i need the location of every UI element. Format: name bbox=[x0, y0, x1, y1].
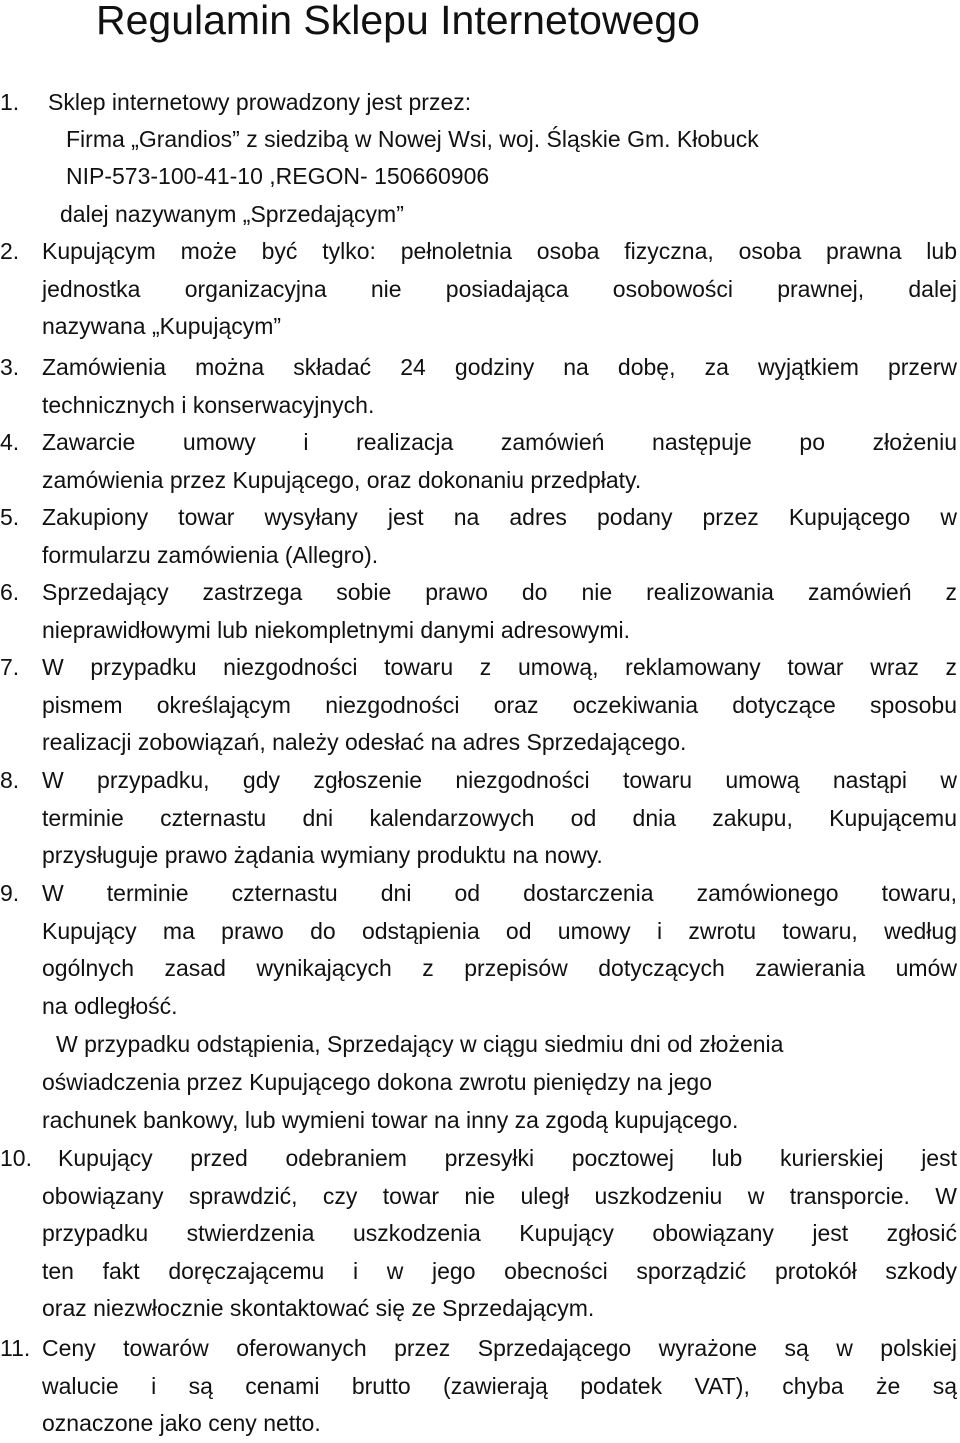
item-11-number: 11. bbox=[0, 1335, 31, 1361]
item-1-line-4: dalej nazywanym „Sprzedającym” bbox=[60, 201, 404, 227]
item-5-line: formularzu zamówienia (Allegro). bbox=[42, 541, 379, 568]
item-11-line: walucie i są cenami brutto (zawierają podatek VAT), chyba że są bbox=[42, 1372, 957, 1399]
item-7-line: realizacji zobowiązań, należy odesłać na adres Sprzedającego. bbox=[42, 729, 687, 755]
item-10-line: przypadku stwierdzenia uszkodzenia Kupujący obowiązany jest zgłosić bbox=[42, 1220, 957, 1246]
item-9-text bbox=[42, 875, 957, 1025]
item-7-line: W przypadku niezgodności towaru z umową, reklamowany towar wraz z bbox=[42, 654, 957, 680]
item-8-text bbox=[42, 762, 957, 875]
item-8-line: terminie czternastu dni kalendarzowych od dnia zakupu, Kupującemu bbox=[42, 804, 957, 831]
item-2-number: 2. bbox=[0, 238, 20, 264]
item-4-line: zamówienia przez Kupującego, oraz dokonaniu przedpłaty. bbox=[42, 466, 642, 493]
item-10-line: obowiązany sprawdzić, czy towar nie uległ uszkodzeniu w transporcie. W bbox=[42, 1182, 957, 1209]
item-6-text bbox=[42, 574, 957, 649]
item-9-line: na odległość. bbox=[42, 992, 178, 1019]
item-8-line: przysługuje prawo żądania wymiany produktu na nowy. bbox=[42, 842, 603, 868]
item-2-line: jednostka organizacyjna nie posiadająca osobowości prawnej, dalej bbox=[42, 275, 957, 302]
item-6-number: 6. bbox=[0, 579, 20, 605]
item-9-line: W terminie czternastu dni od dostarczenia zamówionego towaru, bbox=[42, 880, 957, 906]
item-9-number: 9. bbox=[0, 880, 20, 906]
item-7-number: 7. bbox=[0, 654, 20, 680]
item-10-line: ten fakt doręczającemu i w jego obecności sporządzić protokół szkody bbox=[42, 1257, 957, 1284]
item-11-line: oznaczone jako ceny netto. bbox=[42, 1410, 321, 1436]
item-3-number: 3. bbox=[0, 354, 20, 380]
item-10-line: Kupujący przed odebraniem przesyłki pocztowej lub kurierskiej jest bbox=[58, 1145, 957, 1171]
item-1-number: 1. bbox=[0, 89, 20, 115]
item-9-line: ogólnych zasad wynikających z przepisów dotyczących zawierania umów bbox=[42, 955, 957, 981]
document-title: Regulamin Sklepu Internetowego bbox=[96, 0, 700, 43]
item-2-line: Kupującym może być tylko: pełnoletnia osoba fizyczna, osoba prawna lub bbox=[42, 238, 957, 264]
item-3-line: technicznych i konserwacyjnych. bbox=[42, 391, 375, 418]
item-8-number: 8. bbox=[0, 767, 20, 793]
item-1-line-3: NIP-573-100-41-10 ,REGON- 150660906 bbox=[66, 163, 490, 189]
item-7-line: pismem określającym niezgodności oraz oczekiwania dotyczące sposobu bbox=[42, 691, 957, 718]
item-11-text bbox=[42, 1330, 957, 1443]
item-4-line: Zawarcie umowy i realizacja zamówień następuje po złożeniu bbox=[42, 429, 957, 455]
item-6-line: nieprawidłowymi lub niekompletnymi danymi adresowymi. bbox=[42, 616, 631, 643]
item-5-line: Zakupiony towar wysyłany jest na adres podany przez Kupującego w bbox=[42, 504, 957, 530]
item-9-extra-line-1: W przypadku odstąpienia, Sprzedający w ciągu siedmiu dni od złożenia bbox=[56, 1031, 784, 1057]
item-3-line: Zamówienia można składać 24 godziny na dobę, za wyjątkiem przerw bbox=[42, 354, 957, 380]
item-9-line: Kupujący ma prawo do odstąpienia od umowy i zwrotu towaru, według bbox=[42, 917, 957, 944]
item-1-line-1: Sklep internetowy prowadzony jest przez: bbox=[48, 89, 472, 115]
item-10-number: 10. bbox=[0, 1145, 32, 1171]
item-1-line-2: Firma „Grandios” z siedzibą w Nowej Wsi, woj. Śląskie Gm. Kłobuck bbox=[66, 126, 759, 152]
item-9-extra-line-2: oświadczenia przez Kupującego dokona zwrotu pieniędzy na jego bbox=[42, 1069, 712, 1095]
item-4-number: 4. bbox=[0, 429, 20, 455]
item-2-line: nazywana „Kupującym” bbox=[42, 313, 282, 339]
item-4-text bbox=[42, 424, 957, 499]
item-10-text bbox=[42, 1140, 957, 1328]
item-7-text bbox=[42, 649, 957, 762]
item-2-text bbox=[42, 233, 957, 346]
item-10-line: oraz niezwłocznie skontaktować się ze Sprzedającym. bbox=[42, 1295, 595, 1321]
item-3-text bbox=[42, 349, 957, 424]
item-11-line: Ceny towarów oferowanych przez Sprzedającego wyrażone są w polskiej bbox=[42, 1335, 957, 1361]
item-6-line: Sprzedający zastrzega sobie prawo do nie realizowania zamówień z bbox=[42, 579, 957, 605]
item-9-extra-line-3: rachunek bankowy, lub wymieni towar na inny za zgodą kupującego. bbox=[42, 1107, 739, 1133]
item-8-line: W przypadku, gdy zgłoszenie niezgodności towaru umową nastąpi w bbox=[42, 767, 957, 793]
item-5-number: 5. bbox=[0, 504, 20, 530]
item-5-text bbox=[42, 499, 957, 574]
